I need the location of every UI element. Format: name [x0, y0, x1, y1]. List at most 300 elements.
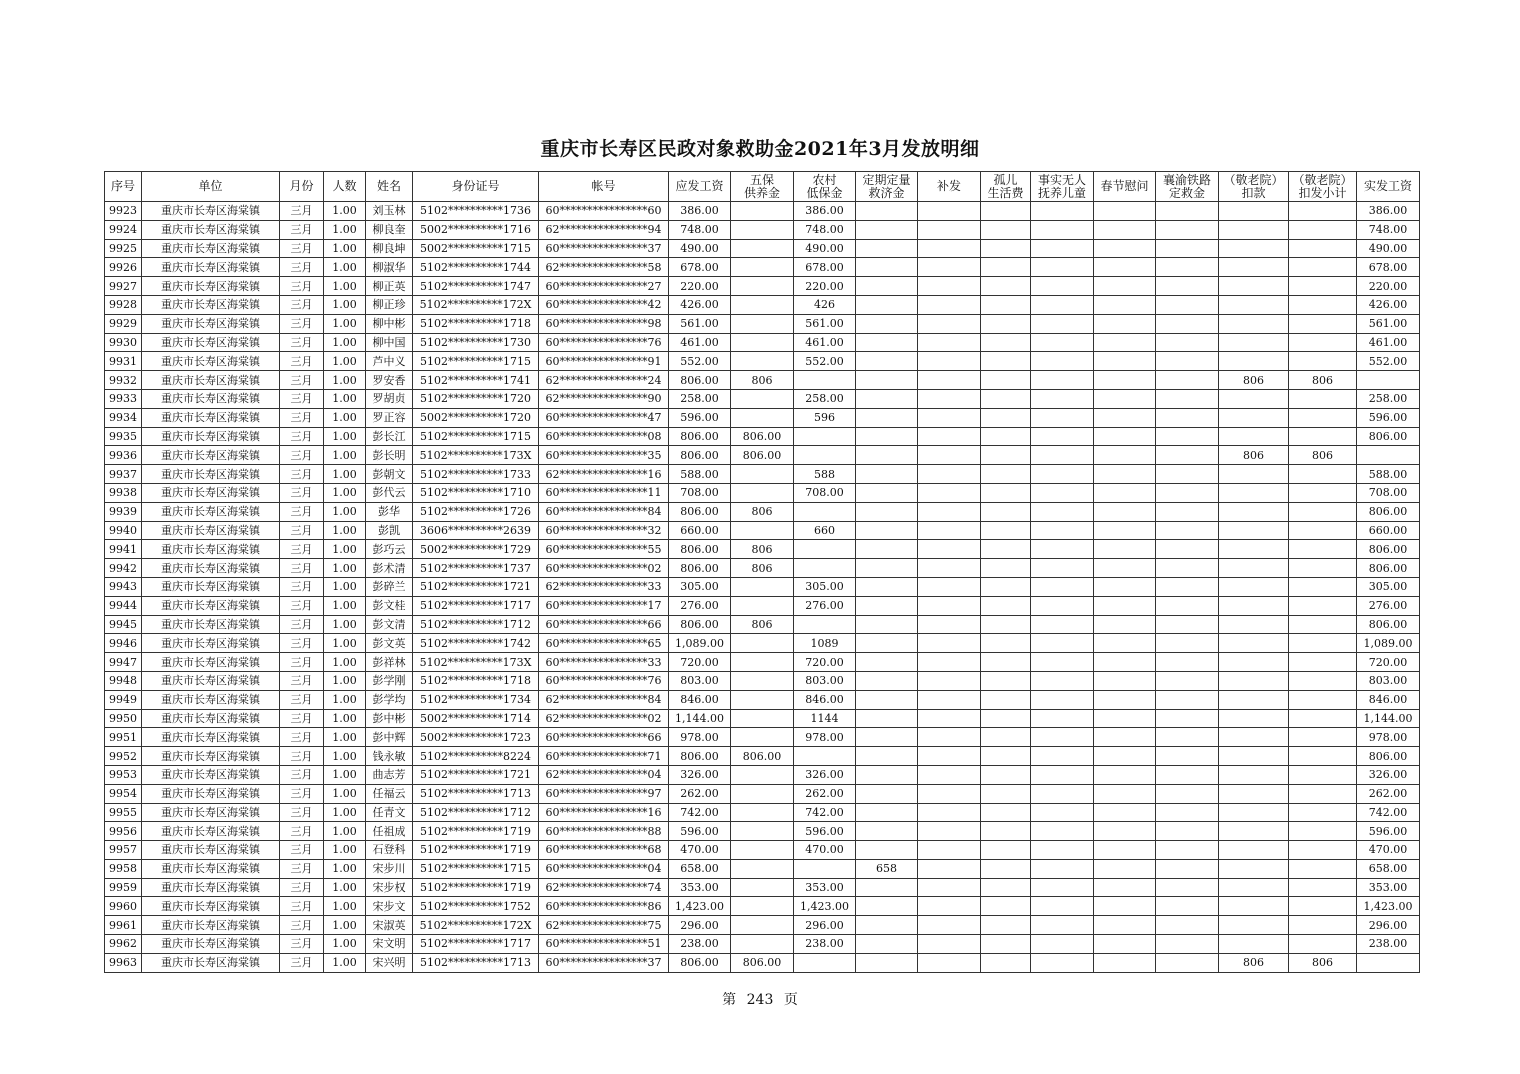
footer-prefix: 第	[722, 992, 737, 1008]
table-cell: 9940	[105, 521, 142, 540]
table-cell: 276.00	[669, 596, 731, 615]
table-cell	[918, 408, 981, 427]
table-cell: 三月	[280, 577, 324, 596]
table-cell: 806	[1219, 371, 1289, 390]
table-cell	[856, 878, 918, 897]
table-cell	[918, 728, 981, 747]
table-cell	[856, 634, 918, 653]
table-cell: 重庆市长寿区海棠镇	[142, 389, 280, 408]
table-cell: 708.00	[1357, 483, 1420, 502]
table-cell: 720.00	[669, 653, 731, 672]
table-cell: 806	[1289, 371, 1357, 390]
table-cell: 重庆市长寿区海棠镇	[142, 916, 280, 935]
table-cell	[1219, 295, 1289, 314]
table-cell	[856, 916, 918, 935]
table-cell	[1156, 258, 1219, 277]
table-cell	[731, 389, 794, 408]
table-cell	[1094, 483, 1156, 502]
table-cell	[856, 709, 918, 728]
table-row	[105, 239, 1420, 258]
table-cell	[856, 577, 918, 596]
table-cell: 60****************86	[539, 897, 669, 916]
table-cell: 彭学刚	[366, 671, 413, 690]
table-cell: 60****************55	[539, 540, 669, 559]
table-cell	[856, 202, 918, 221]
table-cell: 9931	[105, 352, 142, 371]
table-cell	[918, 878, 981, 897]
table-row	[105, 935, 1420, 954]
table-cell	[856, 935, 918, 954]
table-cell	[856, 465, 918, 484]
table-cell: 三月	[280, 897, 324, 916]
table-cell: 彭华	[366, 502, 413, 521]
table-cell: 806	[1289, 446, 1357, 465]
table-cell	[1289, 803, 1357, 822]
table-cell	[1031, 671, 1094, 690]
table-cell: 5102**********1752	[413, 897, 539, 916]
table-cell: 62****************04	[539, 765, 669, 784]
table-cell	[1219, 747, 1289, 766]
table-cell	[1094, 803, 1156, 822]
header-cell: 单位	[142, 172, 280, 202]
table-cell: 60****************98	[539, 314, 669, 333]
table-cell: 重庆市长寿区海棠镇	[142, 935, 280, 954]
table-cell	[856, 446, 918, 465]
table-cell: 660.00	[1357, 521, 1420, 540]
table-cell	[1031, 596, 1094, 615]
table-cell: 9945	[105, 615, 142, 634]
table-cell: 三月	[280, 202, 324, 221]
table-cell: 220.00	[669, 277, 731, 296]
table-cell: 9963	[105, 953, 142, 972]
table-cell	[856, 258, 918, 277]
table-cell: 60****************33	[539, 653, 669, 672]
table-cell: 470.00	[794, 841, 856, 860]
table-cell: 1.00	[324, 521, 366, 540]
table-cell: 9950	[105, 709, 142, 728]
table-cell	[856, 671, 918, 690]
table-cell	[1289, 314, 1357, 333]
table-cell: 彭中彬	[366, 709, 413, 728]
table-cell	[918, 935, 981, 954]
table-cell	[1156, 483, 1219, 502]
table-cell: 386.00	[669, 202, 731, 221]
table-cell: 658.00	[1357, 859, 1420, 878]
table-cell	[1219, 502, 1289, 521]
table-cell: 任青文	[366, 803, 413, 822]
table-cell: 重庆市长寿区海棠镇	[142, 202, 280, 221]
table-cell: 9942	[105, 559, 142, 578]
table-cell: 柳淑华	[366, 258, 413, 277]
table-cell	[731, 728, 794, 747]
table-row	[105, 352, 1420, 371]
table-cell: 9957	[105, 841, 142, 860]
table-cell	[1031, 709, 1094, 728]
table-cell: 5002**********1716	[413, 220, 539, 239]
table-cell	[1156, 916, 1219, 935]
table-cell	[1219, 352, 1289, 371]
table-cell	[856, 615, 918, 634]
table-cell: 5102**********1721	[413, 765, 539, 784]
table-cell: 重庆市长寿区海棠镇	[142, 408, 280, 427]
table-cell: 742.00	[794, 803, 856, 822]
table-cell: 重庆市长寿区海棠镇	[142, 596, 280, 615]
table-cell	[1219, 690, 1289, 709]
table-cell	[1219, 465, 1289, 484]
table-cell: 5102**********1747	[413, 277, 539, 296]
table-cell: 5102**********1730	[413, 333, 539, 352]
table-cell: 1.00	[324, 277, 366, 296]
table-cell: 238.00	[794, 935, 856, 954]
table-cell: 9930	[105, 333, 142, 352]
table-cell: 806	[1219, 953, 1289, 972]
table-cell	[918, 427, 981, 446]
table-cell	[1156, 314, 1219, 333]
table-cell: 262.00	[794, 784, 856, 803]
table-cell: 60****************02	[539, 559, 669, 578]
table-cell: 石登科	[366, 841, 413, 860]
table-row	[105, 634, 1420, 653]
table-cell: 9928	[105, 295, 142, 314]
table-cell	[856, 408, 918, 427]
table-cell	[1219, 408, 1289, 427]
table-cell: 806.00	[669, 502, 731, 521]
table-cell: 678.00	[669, 258, 731, 277]
table-cell	[918, 615, 981, 634]
table-cell	[1094, 841, 1156, 860]
table-cell: 60****************47	[539, 408, 669, 427]
table-row	[105, 803, 1420, 822]
table-row	[105, 916, 1420, 935]
table-row	[105, 389, 1420, 408]
table-cell: 5002**********1729	[413, 540, 539, 559]
table-cell	[918, 784, 981, 803]
table-cell: 5102**********8224	[413, 747, 539, 766]
table-cell	[1219, 897, 1289, 916]
table-cell: 1.00	[324, 446, 366, 465]
table-cell	[1094, 671, 1156, 690]
table-row	[105, 465, 1420, 484]
table-cell: 重庆市长寿区海棠镇	[142, 465, 280, 484]
table-cell: 三月	[280, 634, 324, 653]
table-cell	[856, 371, 918, 390]
table-cell: 806	[731, 615, 794, 634]
footer-suffix: 页	[783, 992, 798, 1008]
table-cell	[1031, 615, 1094, 634]
table-cell: 宋步权	[366, 878, 413, 897]
table-cell	[918, 277, 981, 296]
table-cell: 1,144.00	[669, 709, 731, 728]
table-row	[105, 202, 1420, 221]
table-cell: 三月	[280, 239, 324, 258]
table-cell	[1219, 258, 1289, 277]
header-cell: 姓名	[366, 172, 413, 202]
table-cell: 5102**********1719	[413, 841, 539, 860]
table-cell	[981, 878, 1031, 897]
table-cell	[856, 653, 918, 672]
table-cell: 三月	[280, 427, 324, 446]
table-cell	[1031, 935, 1094, 954]
header-cell: （敬老院） 扣发小计	[1289, 172, 1357, 202]
table-cell: 彭长明	[366, 446, 413, 465]
table-cell	[1031, 953, 1094, 972]
table-cell	[918, 634, 981, 653]
table-cell: 5102**********1713	[413, 784, 539, 803]
table-cell	[1156, 596, 1219, 615]
table-cell: 1.00	[324, 239, 366, 258]
table-cell	[918, 220, 981, 239]
table-cell: 1.00	[324, 202, 366, 221]
table-cell	[731, 352, 794, 371]
table-cell: 重庆市长寿区海棠镇	[142, 427, 280, 446]
table-cell	[1156, 446, 1219, 465]
table-cell: 60****************51	[539, 935, 669, 954]
table-cell: 重庆市长寿区海棠镇	[142, 634, 280, 653]
table-cell	[1289, 709, 1357, 728]
table-cell: 9935	[105, 427, 142, 446]
table-cell: 三月	[280, 483, 324, 502]
table-cell: 60****************04	[539, 859, 669, 878]
table-cell	[981, 483, 1031, 502]
header-cell: 定期定量 救济金	[856, 172, 918, 202]
table-cell	[1289, 220, 1357, 239]
table-cell	[981, 465, 1031, 484]
table-cell	[918, 559, 981, 578]
table-cell: 1.00	[324, 615, 366, 634]
header-cell: 春节慰问	[1094, 172, 1156, 202]
table-cell	[1289, 916, 1357, 935]
table-row	[105, 559, 1420, 578]
table-cell: 60****************42	[539, 295, 669, 314]
table-row	[105, 841, 1420, 860]
table-cell: 刘玉林	[366, 202, 413, 221]
table-cell: 490.00	[1357, 239, 1420, 258]
table-cell	[731, 859, 794, 878]
table-cell: 748.00	[1357, 220, 1420, 239]
table-cell	[856, 822, 918, 841]
table-row	[105, 314, 1420, 333]
table-cell	[981, 784, 1031, 803]
table-cell: 62****************02	[539, 709, 669, 728]
table-cell: 重庆市长寿区海棠镇	[142, 502, 280, 521]
table-cell: 重庆市长寿区海棠镇	[142, 577, 280, 596]
table-cell: 806.00	[731, 747, 794, 766]
table-cell: 803.00	[669, 671, 731, 690]
table-body	[105, 202, 1420, 973]
table-cell: 561.00	[1357, 314, 1420, 333]
table-cell: 1144	[794, 709, 856, 728]
table-cell: 678.00	[794, 258, 856, 277]
table-cell: 660.00	[669, 521, 731, 540]
table-cell	[1219, 483, 1289, 502]
table-cell	[1031, 803, 1094, 822]
table-cell: 296.00	[1357, 916, 1420, 935]
table-cell: 470.00	[1357, 841, 1420, 860]
table-cell	[1219, 577, 1289, 596]
table-cell	[1031, 295, 1094, 314]
table-cell: 三月	[280, 916, 324, 935]
table-cell: 5102**********1720	[413, 389, 539, 408]
table-row	[105, 521, 1420, 540]
table-cell	[1219, 634, 1289, 653]
table-cell	[981, 258, 1031, 277]
table-cell	[856, 559, 918, 578]
header-cell: 身份证号	[413, 172, 539, 202]
table-cell	[731, 596, 794, 615]
table-cell	[1219, 596, 1289, 615]
document-title: 重庆市长寿区民政对象救助金2021年3月发放明细	[540, 138, 980, 160]
table-cell	[1094, 389, 1156, 408]
table-row	[105, 577, 1420, 596]
table-cell	[1094, 465, 1156, 484]
table-cell	[1031, 765, 1094, 784]
table-cell: 353.00	[669, 878, 731, 897]
table-cell: 1.00	[324, 859, 366, 878]
table-cell: 5102**********1712	[413, 803, 539, 822]
table-cell: 806	[731, 559, 794, 578]
table-cell	[856, 277, 918, 296]
table-cell	[1094, 709, 1156, 728]
table-cell	[918, 239, 981, 258]
table-cell: 62****************16	[539, 465, 669, 484]
table-cell	[981, 577, 1031, 596]
table-cell	[1031, 878, 1094, 897]
table-cell	[794, 859, 856, 878]
table-cell: 748.00	[669, 220, 731, 239]
table-cell: 426.00	[1357, 295, 1420, 314]
table-cell: 60****************84	[539, 502, 669, 521]
table-cell: 9927	[105, 277, 142, 296]
table-cell: 62****************90	[539, 389, 669, 408]
table-cell	[981, 202, 1031, 221]
table-cell: 386.00	[1357, 202, 1420, 221]
table-cell: 9938	[105, 483, 142, 502]
table-cell: 重庆市长寿区海棠镇	[142, 878, 280, 897]
table-cell	[918, 897, 981, 916]
table-cell	[1219, 333, 1289, 352]
table-cell: 806.00	[1357, 502, 1420, 521]
table-cell	[856, 220, 918, 239]
table-cell: 三月	[280, 859, 324, 878]
table-cell: 806	[1289, 953, 1357, 972]
table-cell: 658	[856, 859, 918, 878]
table-cell: 426	[794, 295, 856, 314]
table-cell: 重庆市长寿区海棠镇	[142, 859, 280, 878]
table-cell: 60****************37	[539, 239, 669, 258]
table-cell	[1094, 239, 1156, 258]
table-cell: 三月	[280, 314, 324, 333]
table-cell	[1031, 483, 1094, 502]
table-cell	[1219, 559, 1289, 578]
table-cell	[1219, 615, 1289, 634]
table-cell	[1219, 822, 1289, 841]
table-cell	[856, 540, 918, 559]
table-cell	[731, 408, 794, 427]
table-cell	[918, 446, 981, 465]
table-cell: 62****************33	[539, 577, 669, 596]
table-cell	[1156, 427, 1219, 446]
table-cell	[1094, 202, 1156, 221]
table-cell: 596	[794, 408, 856, 427]
table-cell	[856, 690, 918, 709]
table-cell: 1,423.00	[794, 897, 856, 916]
table-cell: 9929	[105, 314, 142, 333]
table-row	[105, 671, 1420, 690]
table-cell: 806.00	[731, 953, 794, 972]
table-cell: 重庆市长寿区海棠镇	[142, 953, 280, 972]
table-cell	[1219, 521, 1289, 540]
table-cell	[1219, 728, 1289, 747]
table-cell: 彭碎兰	[366, 577, 413, 596]
table-cell: 588.00	[669, 465, 731, 484]
table-cell: 重庆市长寿区海棠镇	[142, 709, 280, 728]
table-cell	[918, 465, 981, 484]
table-cell: 296.00	[794, 916, 856, 935]
table-cell: 三月	[280, 709, 324, 728]
table-cell	[981, 634, 1031, 653]
table-cell: 彭朝文	[366, 465, 413, 484]
table-cell: 1,423.00	[1357, 897, 1420, 916]
table-cell: 1089	[794, 634, 856, 653]
table-cell	[1289, 295, 1357, 314]
table-cell	[981, 389, 1031, 408]
table-cell	[1031, 653, 1094, 672]
table-row	[105, 728, 1420, 747]
table-cell: 彭中辉	[366, 728, 413, 747]
table-cell	[1156, 935, 1219, 954]
table-cell	[981, 371, 1031, 390]
table-cell: 1.00	[324, 352, 366, 371]
table-cell	[1094, 559, 1156, 578]
table-cell	[1219, 220, 1289, 239]
table-cell: 1.00	[324, 709, 366, 728]
table-cell: 9937	[105, 465, 142, 484]
header-cell: 人数	[324, 172, 366, 202]
table-cell	[1219, 803, 1289, 822]
table-cell: 678.00	[1357, 258, 1420, 277]
table-cell: 9941	[105, 540, 142, 559]
table-cell	[1289, 352, 1357, 371]
table-cell: 1.00	[324, 502, 366, 521]
table-cell: 5002**********1723	[413, 728, 539, 747]
table-cell: 重庆市长寿区海棠镇	[142, 822, 280, 841]
table-cell	[981, 765, 1031, 784]
table-cell	[981, 408, 1031, 427]
table-row	[105, 878, 1420, 897]
table-cell	[1357, 371, 1420, 390]
table-cell	[1219, 709, 1289, 728]
table-cell	[794, 953, 856, 972]
table-cell: 60****************65	[539, 634, 669, 653]
table-cell: 60****************68	[539, 841, 669, 860]
table-cell: 62****************58	[539, 258, 669, 277]
table-cell	[1031, 446, 1094, 465]
table-cell: 258.00	[669, 389, 731, 408]
table-cell: 353.00	[794, 878, 856, 897]
table-cell	[918, 483, 981, 502]
table-cell: 宋文明	[366, 935, 413, 954]
table-cell	[918, 671, 981, 690]
table-cell: 60****************91	[539, 352, 669, 371]
table-cell: 9962	[105, 935, 142, 954]
table-cell: 9926	[105, 258, 142, 277]
table-cell	[1094, 446, 1156, 465]
table-cell: 三月	[280, 333, 324, 352]
table-cell: 561.00	[669, 314, 731, 333]
table-cell	[1156, 577, 1219, 596]
table-cell: 720.00	[794, 653, 856, 672]
table-cell: 1.00	[324, 258, 366, 277]
